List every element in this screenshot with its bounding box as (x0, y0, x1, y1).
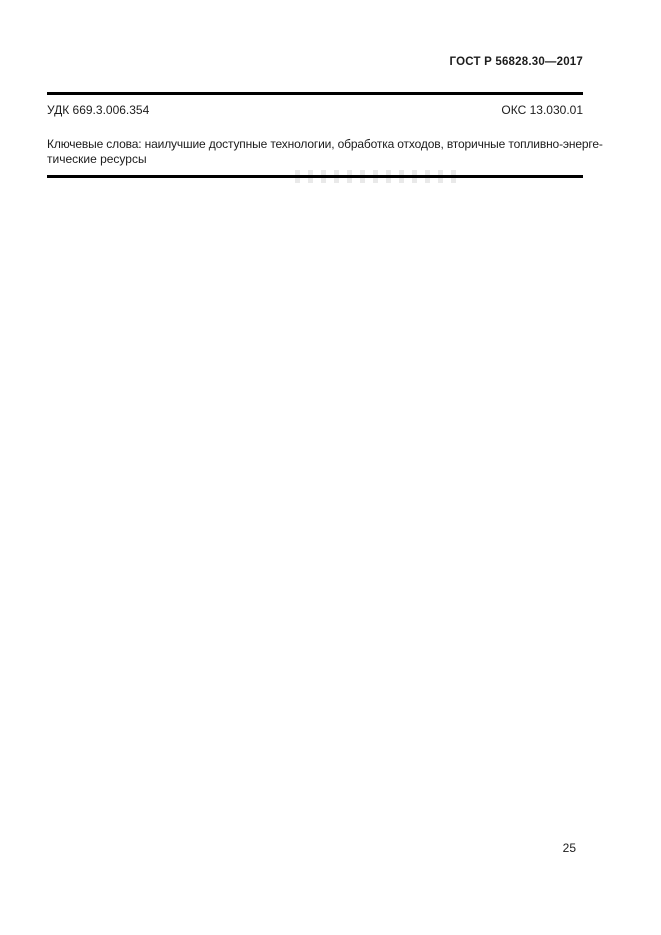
bottom-divider (47, 175, 583, 178)
keywords-line-1: Ключевые слова: наилучшие доступные технологии, обработка отходов, вторичные топливно-энерге- (47, 137, 603, 151)
standard-code-header: ГОСТ Р 56828.30—2017 (449, 56, 583, 68)
keywords-paragraph (47, 137, 603, 167)
page-number: 25 (562, 841, 576, 855)
classification-row (47, 103, 583, 117)
top-divider (47, 92, 583, 95)
udk-code: УДК 669.3.006.354 (47, 103, 150, 117)
keywords-line-2: тические ресурсы (47, 152, 147, 166)
oks-code: ОКС 13.030.01 (501, 103, 583, 117)
